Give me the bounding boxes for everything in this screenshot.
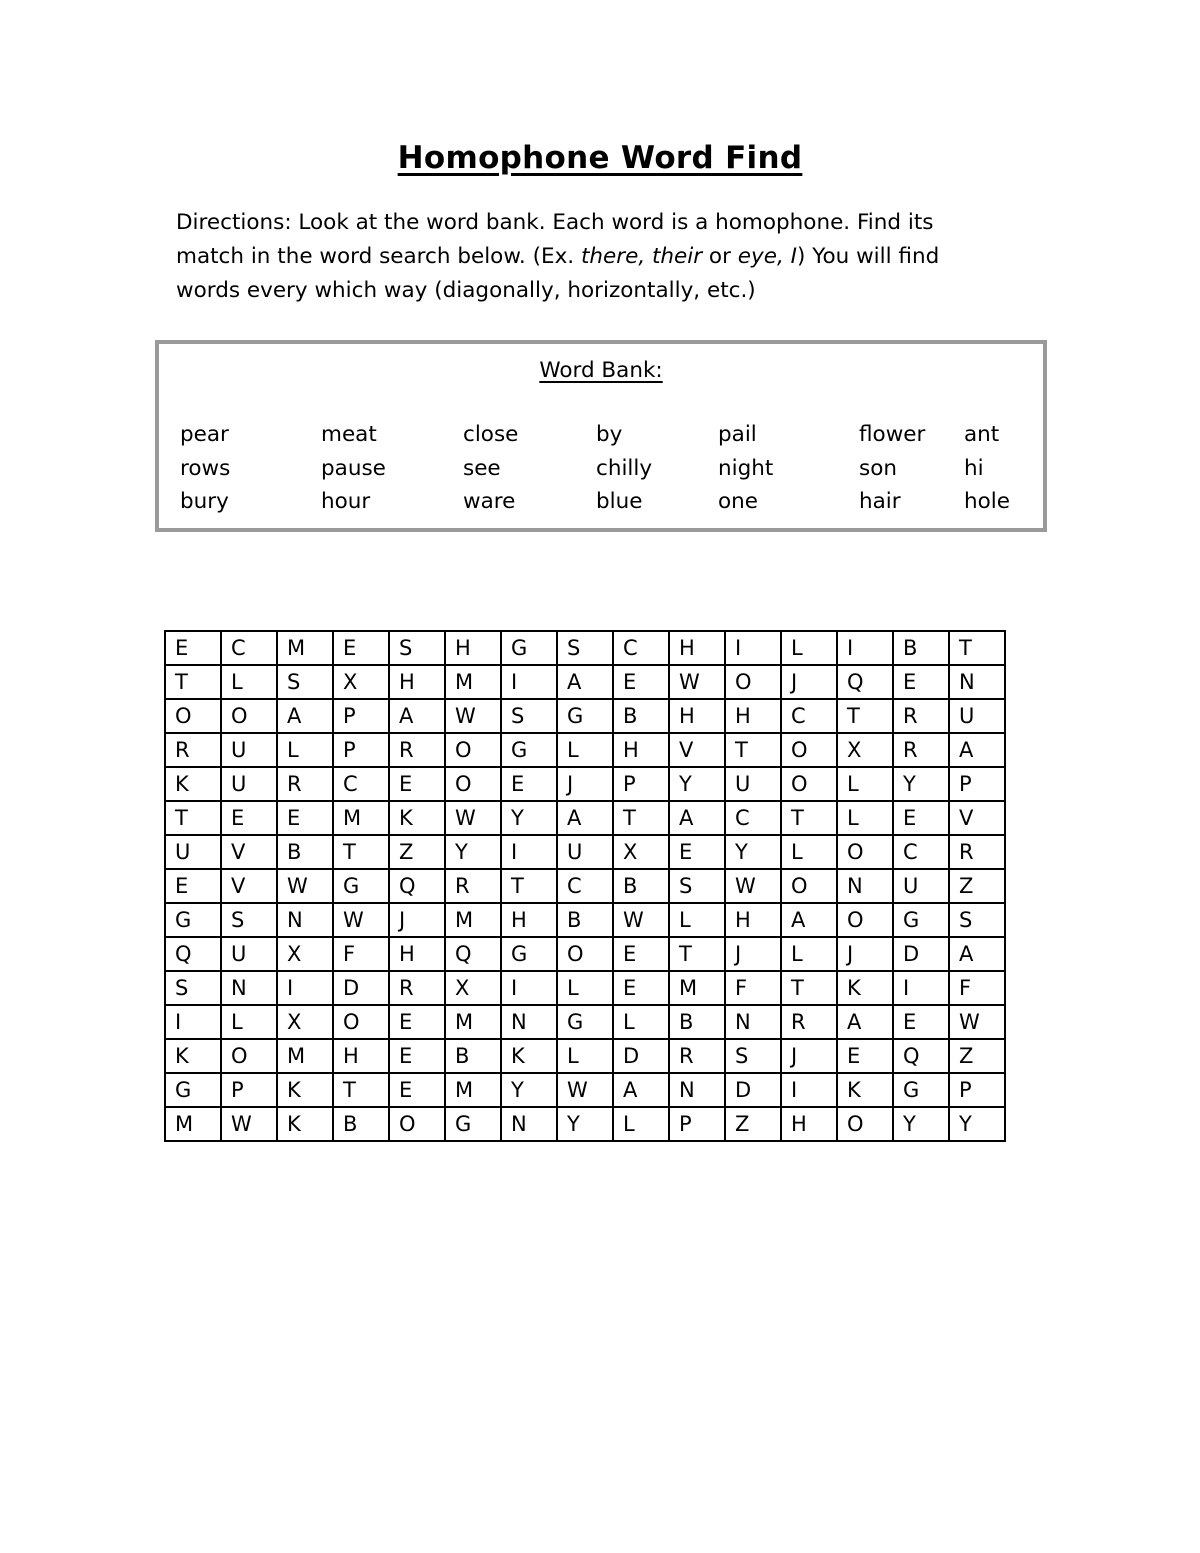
grid-cell[interactable]: G — [333, 869, 389, 903]
grid-cell[interactable]: W — [221, 1107, 277, 1141]
grid-cell[interactable]: H — [781, 1107, 837, 1141]
word-bank-word: son — [859, 456, 897, 481]
grid-cell[interactable]: R — [893, 699, 949, 733]
grid-row — [165, 971, 1005, 1005]
grid-cell[interactable]: K — [501, 1039, 557, 1073]
grid-cell[interactable]: Y — [501, 1073, 557, 1107]
grid-row — [165, 1005, 1005, 1039]
grid-cell[interactable]: H — [669, 631, 725, 665]
grid-cell[interactable]: G — [557, 1005, 613, 1039]
grid-cell[interactable]: W — [557, 1073, 613, 1107]
grid-cell[interactable]: I — [165, 1005, 221, 1039]
grid-cell[interactable]: P — [669, 1107, 725, 1141]
grid-cell[interactable]: S — [949, 903, 1005, 937]
grid-cell[interactable]: O — [221, 1039, 277, 1073]
grid-cell[interactable]: R — [389, 733, 445, 767]
grid-cell[interactable]: N — [837, 869, 893, 903]
grid-cell[interactable]: Z — [949, 869, 1005, 903]
grid-cell[interactable]: E — [613, 971, 669, 1005]
grid-row — [165, 801, 1005, 835]
grid-cell[interactable]: V — [669, 733, 725, 767]
grid-cell[interactable]: X — [333, 665, 389, 699]
grid-cell[interactable]: L — [613, 1005, 669, 1039]
grid-cell[interactable]: I — [837, 631, 893, 665]
grid-cell[interactable]: O — [221, 699, 277, 733]
word-bank-word: pail — [718, 422, 757, 447]
grid-cell[interactable]: I — [501, 665, 557, 699]
grid-cell[interactable]: N — [669, 1073, 725, 1107]
word-bank-word: flower — [859, 422, 926, 447]
grid-cell[interactable]: E — [389, 1039, 445, 1073]
grid-cell[interactable]: R — [165, 733, 221, 767]
grid-cell[interactable]: Z — [725, 1107, 781, 1141]
grid-cell[interactable]: H — [501, 903, 557, 937]
grid-cell[interactable]: L — [669, 903, 725, 937]
grid-cell[interactable]: K — [165, 1039, 221, 1073]
grid-cell[interactable]: C — [613, 631, 669, 665]
grid-cell[interactable]: B — [613, 699, 669, 733]
grid-row — [165, 1073, 1005, 1107]
grid-cell[interactable]: D — [725, 1073, 781, 1107]
grid-cell[interactable]: O — [781, 733, 837, 767]
grid-cell[interactable]: B — [445, 1039, 501, 1073]
grid-cell[interactable]: E — [893, 665, 949, 699]
grid-cell[interactable]: H — [389, 665, 445, 699]
grid-cell[interactable]: M — [445, 903, 501, 937]
grid-cell[interactable]: K — [165, 767, 221, 801]
grid-cell[interactable]: M — [277, 631, 333, 665]
word-bank-word: meat — [321, 422, 377, 447]
grid-cell[interactable]: E — [333, 631, 389, 665]
grid-cell[interactable]: E — [389, 1073, 445, 1107]
grid-cell[interactable]: M — [669, 971, 725, 1005]
grid-cell[interactable]: P — [333, 733, 389, 767]
grid-cell[interactable]: A — [613, 1073, 669, 1107]
grid-cell[interactable]: X — [445, 971, 501, 1005]
grid-cell[interactable]: W — [949, 1005, 1005, 1039]
grid-cell[interactable]: X — [277, 937, 333, 971]
grid-cell[interactable]: W — [333, 903, 389, 937]
grid-cell[interactable]: D — [893, 937, 949, 971]
grid-cell[interactable]: P — [333, 699, 389, 733]
grid-cell[interactable]: E — [893, 801, 949, 835]
grid-row — [165, 767, 1005, 801]
grid-cell[interactable]: J — [781, 1039, 837, 1073]
grid-cell[interactable]: B — [277, 835, 333, 869]
word-bank-word: night — [718, 456, 774, 481]
word-search-grid — [164, 630, 1006, 1142]
grid-cell[interactable]: E — [669, 835, 725, 869]
grid-cell[interactable]: R — [445, 869, 501, 903]
grid-cell[interactable]: C — [557, 869, 613, 903]
grid-cell[interactable]: Q — [389, 869, 445, 903]
grid-cell[interactable]: P — [949, 1073, 1005, 1107]
word-bank-word: pear — [180, 422, 229, 447]
directions-text: or — [702, 244, 738, 269]
grid-cell[interactable]: N — [501, 1107, 557, 1141]
grid-cell[interactable]: Y — [725, 835, 781, 869]
grid-cell[interactable]: M — [333, 801, 389, 835]
grid-cell[interactable]: O — [333, 1005, 389, 1039]
grid-cell[interactable]: T — [333, 835, 389, 869]
grid-cell[interactable]: F — [725, 971, 781, 1005]
grid-cell[interactable]: K — [277, 1073, 333, 1107]
grid-cell[interactable]: T — [725, 733, 781, 767]
word-bank-word: one — [718, 489, 759, 514]
grid-cell[interactable]: G — [893, 1073, 949, 1107]
grid-cell[interactable]: N — [221, 971, 277, 1005]
grid-cell[interactable]: E — [501, 767, 557, 801]
grid-cell[interactable]: E — [221, 801, 277, 835]
grid-row — [165, 1107, 1005, 1141]
grid-cell[interactable]: E — [389, 1005, 445, 1039]
grid-cell[interactable]: A — [557, 665, 613, 699]
word-bank-word: see — [463, 456, 501, 481]
grid-cell[interactable]: O — [837, 835, 893, 869]
grid-cell[interactable]: A — [669, 801, 725, 835]
grid-cell[interactable]: L — [837, 801, 893, 835]
grid-cell[interactable]: N — [949, 665, 1005, 699]
grid-cell[interactable]: G — [557, 699, 613, 733]
word-bank-word: by — [596, 422, 623, 447]
grid-cell[interactable]: H — [669, 699, 725, 733]
word-bank-word: bury — [180, 489, 229, 514]
grid-cell[interactable]: D — [333, 971, 389, 1005]
grid-cell[interactable]: W — [725, 869, 781, 903]
grid-cell[interactable]: Q — [837, 665, 893, 699]
grid-cell[interactable]: O — [725, 665, 781, 699]
grid-cell[interactable]: Y — [893, 1107, 949, 1141]
grid-cell[interactable]: U — [221, 937, 277, 971]
grid-cell[interactable]: E — [613, 665, 669, 699]
grid-cell[interactable]: U — [221, 733, 277, 767]
directions — [176, 206, 1026, 308]
grid-cell[interactable]: I — [277, 971, 333, 1005]
word-bank-row — [159, 456, 1043, 490]
grid-cell[interactable]: J — [557, 767, 613, 801]
grid-cell[interactable]: E — [893, 1005, 949, 1039]
grid-cell[interactable]: S — [277, 665, 333, 699]
grid-cell[interactable]: H — [613, 733, 669, 767]
grid-cell[interactable]: E — [389, 767, 445, 801]
grid-cell[interactable]: U — [893, 869, 949, 903]
grid-cell[interactable]: G — [501, 631, 557, 665]
grid-cell[interactable]: S — [501, 699, 557, 733]
grid-cell[interactable]: E — [613, 937, 669, 971]
grid-cell[interactable]: S — [669, 869, 725, 903]
grid-cell[interactable]: P — [949, 767, 1005, 801]
grid-cell[interactable]: H — [725, 699, 781, 733]
grid-cell[interactable]: H — [725, 903, 781, 937]
grid-cell[interactable]: A — [389, 699, 445, 733]
grid-cell[interactable]: X — [613, 835, 669, 869]
directions-line-3: words every which way (diagonally, horizontally, etc.) — [176, 278, 756, 303]
grid-cell[interactable]: T — [781, 801, 837, 835]
grid-cell[interactable]: S — [165, 971, 221, 1005]
grid-cell[interactable]: O — [557, 937, 613, 971]
grid-cell[interactable]: W — [277, 869, 333, 903]
grid-row — [165, 937, 1005, 971]
grid-cell[interactable]: U — [165, 835, 221, 869]
grid-cell[interactable]: J — [389, 903, 445, 937]
grid-row — [165, 1039, 1005, 1073]
grid-cell[interactable]: I — [781, 1073, 837, 1107]
grid-cell[interactable]: T — [613, 801, 669, 835]
grid-cell[interactable]: A — [949, 733, 1005, 767]
grid-cell[interactable]: I — [893, 971, 949, 1005]
grid-cell[interactable]: U — [221, 767, 277, 801]
grid-cell[interactable]: V — [221, 835, 277, 869]
grid-cell[interactable]: E — [837, 1039, 893, 1073]
grid-cell[interactable]: X — [277, 1005, 333, 1039]
grid-cell[interactable]: B — [893, 631, 949, 665]
directions-line-2 — [176, 240, 1026, 274]
grid-cell[interactable]: I — [725, 631, 781, 665]
grid-cell[interactable]: K — [277, 1107, 333, 1141]
grid-cell[interactable]: C — [781, 699, 837, 733]
grid-cell[interactable]: I — [501, 971, 557, 1005]
grid-cell[interactable]: F — [333, 937, 389, 971]
grid-cell[interactable]: Z — [389, 835, 445, 869]
grid-cell[interactable]: T — [501, 869, 557, 903]
grid-cell[interactable]: K — [837, 1073, 893, 1107]
grid-cell[interactable]: L — [557, 733, 613, 767]
grid-cell[interactable]: W — [613, 903, 669, 937]
directions-line-1: Directions: Look at the word bank. Each word is a homophone. Find its — [176, 210, 934, 235]
grid-cell[interactable]: G — [165, 903, 221, 937]
grid-cell[interactable]: T — [669, 937, 725, 971]
word-bank-word: hi — [964, 456, 984, 481]
grid-cell[interactable]: P — [613, 767, 669, 801]
grid-cell[interactable]: L — [781, 631, 837, 665]
grid-cell[interactable]: T — [949, 631, 1005, 665]
grid-cell[interactable]: R — [893, 733, 949, 767]
grid-cell[interactable]: R — [781, 1005, 837, 1039]
grid-cell[interactable]: M — [445, 1073, 501, 1107]
grid-cell[interactable]: O — [837, 1107, 893, 1141]
grid-cell[interactable]: C — [725, 801, 781, 835]
grid-cell[interactable]: G — [165, 1073, 221, 1107]
grid-cell[interactable]: B — [557, 903, 613, 937]
grid-cell[interactable]: T — [781, 971, 837, 1005]
example-eye-i: eye, I — [737, 244, 797, 269]
grid-cell[interactable]: Y — [501, 801, 557, 835]
grid-row — [165, 869, 1005, 903]
grid-cell[interactable]: R — [389, 971, 445, 1005]
word-bank-word: ant — [964, 422, 1000, 447]
word-bank-word: hole — [964, 489, 1010, 514]
grid-cell[interactable]: E — [165, 631, 221, 665]
grid-cell[interactable]: L — [837, 767, 893, 801]
grid-cell[interactable]: L — [221, 665, 277, 699]
grid-row — [165, 631, 1005, 665]
grid-cell[interactable]: Y — [949, 1107, 1005, 1141]
grid-cell[interactable]: J — [725, 937, 781, 971]
grid-cell[interactable]: B — [613, 869, 669, 903]
grid-cell[interactable]: C — [333, 767, 389, 801]
grid-cell[interactable]: N — [277, 903, 333, 937]
grid-cell[interactable]: O — [389, 1107, 445, 1141]
grid-cell[interactable]: G — [501, 937, 557, 971]
grid-cell[interactable]: O — [445, 733, 501, 767]
grid-cell[interactable]: A — [837, 1005, 893, 1039]
grid-cell[interactable]: R — [277, 767, 333, 801]
page-title: Homophone Word Find — [397, 140, 803, 176]
grid-cell[interactable]: X — [837, 733, 893, 767]
grid-row — [165, 903, 1005, 937]
grid-cell[interactable]: Y — [669, 767, 725, 801]
grid-cell[interactable]: G — [893, 903, 949, 937]
word-bank-row — [159, 422, 1043, 456]
grid-cell[interactable]: L — [221, 1005, 277, 1039]
grid-cell[interactable]: O — [781, 767, 837, 801]
grid-cell[interactable]: L — [557, 1039, 613, 1073]
grid-cell[interactable]: F — [949, 971, 1005, 1005]
grid-cell[interactable]: M — [445, 1005, 501, 1039]
grid-cell[interactable]: L — [277, 733, 333, 767]
grid-cell[interactable]: Z — [949, 1039, 1005, 1073]
grid-cell[interactable]: U — [725, 767, 781, 801]
grid-cell[interactable]: A — [277, 699, 333, 733]
grid-cell[interactable]: C — [221, 631, 277, 665]
grid-cell[interactable]: B — [333, 1107, 389, 1141]
word-bank-title: Word Bank: — [539, 358, 663, 383]
grid-cell[interactable]: Y — [557, 1107, 613, 1141]
grid-cell[interactable]: O — [781, 869, 837, 903]
grid-cell[interactable]: Y — [893, 767, 949, 801]
grid-cell[interactable]: W — [445, 699, 501, 733]
grid-cell[interactable]: W — [445, 801, 501, 835]
grid-cell[interactable]: G — [445, 1107, 501, 1141]
grid-cell[interactable]: Q — [445, 937, 501, 971]
directions-text: ) You will find — [796, 244, 940, 269]
grid-cell[interactable]: S — [725, 1039, 781, 1073]
grid-cell[interactable]: J — [781, 665, 837, 699]
word-bank-word: blue — [596, 489, 643, 514]
grid-cell[interactable]: M — [277, 1039, 333, 1073]
word-bank-word: pause — [321, 456, 386, 481]
grid-cell[interactable]: W — [669, 665, 725, 699]
grid-row — [165, 699, 1005, 733]
word-bank-word: hair — [859, 489, 901, 514]
grid-cell[interactable]: H — [389, 937, 445, 971]
grid-cell[interactable]: T — [165, 801, 221, 835]
grid-cell[interactable]: A — [557, 801, 613, 835]
grid-cell[interactable]: L — [781, 937, 837, 971]
grid-cell[interactable]: O — [837, 903, 893, 937]
grid-cell[interactable]: G — [501, 733, 557, 767]
grid-cell[interactable]: R — [669, 1039, 725, 1073]
grid-cell[interactable]: I — [501, 835, 557, 869]
grid-cell[interactable]: O — [445, 767, 501, 801]
word-bank-row — [159, 489, 1043, 523]
grid-cell[interactable]: Q — [165, 937, 221, 971]
grid-cell[interactable]: R — [949, 835, 1005, 869]
grid-cell[interactable]: A — [949, 937, 1005, 971]
grid-cell[interactable]: L — [557, 971, 613, 1005]
grid-cell[interactable]: V — [949, 801, 1005, 835]
grid-cell[interactable]: N — [501, 1005, 557, 1039]
grid-cell[interactable]: Q — [893, 1039, 949, 1073]
grid-cell[interactable]: A — [781, 903, 837, 937]
word-bank-word: rows — [180, 456, 231, 481]
grid-cell[interactable]: S — [221, 903, 277, 937]
grid-cell[interactable]: K — [837, 971, 893, 1005]
grid-cell[interactable]: H — [333, 1039, 389, 1073]
grid-cell[interactable]: N — [725, 1005, 781, 1039]
grid-cell[interactable]: M — [445, 665, 501, 699]
grid-cell[interactable]: B — [669, 1005, 725, 1039]
word-bank-box — [155, 340, 1047, 532]
example-there-their: there, their — [580, 244, 703, 269]
grid-cell[interactable]: E — [165, 869, 221, 903]
grid-cell[interactable]: S — [389, 631, 445, 665]
grid-cell[interactable]: T — [333, 1073, 389, 1107]
grid-cell[interactable]: L — [781, 835, 837, 869]
grid-row — [165, 733, 1005, 767]
grid-cell[interactable]: H — [445, 631, 501, 665]
grid-cell[interactable]: M — [165, 1107, 221, 1141]
grid-cell[interactable]: K — [389, 801, 445, 835]
grid-cell[interactable]: T — [165, 665, 221, 699]
grid-cell[interactable]: U — [557, 835, 613, 869]
word-bank-word: hour — [321, 489, 371, 514]
grid-row — [165, 835, 1005, 869]
grid-cell[interactable]: L — [613, 1107, 669, 1141]
grid-cell[interactable]: C — [893, 835, 949, 869]
grid-cell[interactable]: Y — [445, 835, 501, 869]
grid-cell[interactable]: T — [837, 699, 893, 733]
grid-cell[interactable]: O — [165, 699, 221, 733]
grid-cell[interactable]: P — [221, 1073, 277, 1107]
word-bank-word: close — [463, 422, 519, 447]
word-bank-word: chilly — [596, 456, 653, 481]
grid-row — [165, 665, 1005, 699]
grid-cell[interactable]: S — [557, 631, 613, 665]
word-bank-word: ware — [463, 489, 516, 514]
grid-cell[interactable]: D — [613, 1039, 669, 1073]
grid-cell[interactable]: J — [837, 937, 893, 971]
grid-cell[interactable]: U — [949, 699, 1005, 733]
grid-cell[interactable]: V — [221, 869, 277, 903]
directions-text: match in the word search below. (Ex. — [176, 244, 581, 269]
grid-cell[interactable]: E — [277, 801, 333, 835]
